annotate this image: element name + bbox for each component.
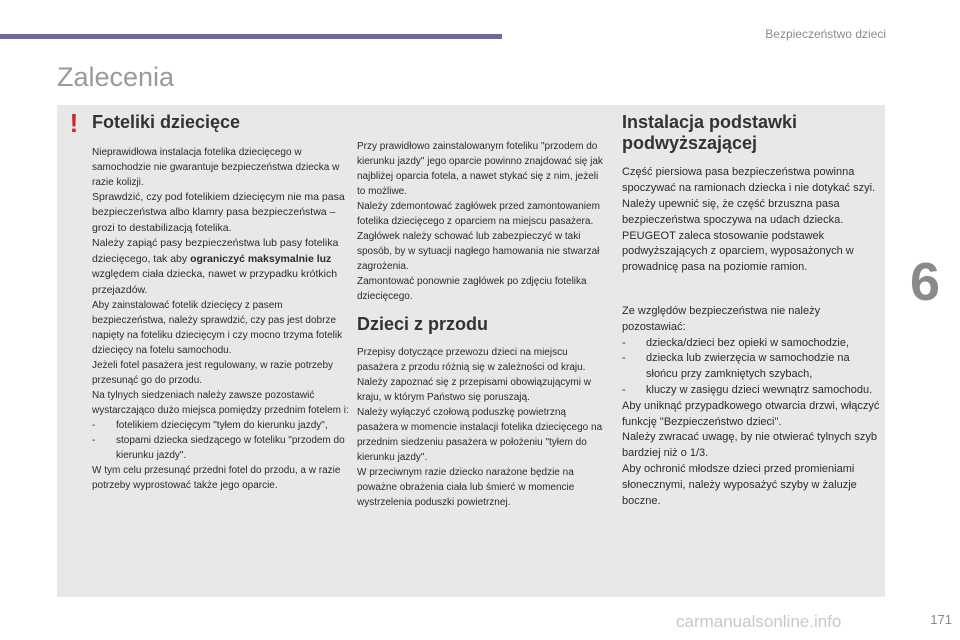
paragraph: Część piersiowa pasa bezpieczeństwa powinna spoczywać na ramionach dziecka i nie dotykać szyi. [622,166,876,195]
chapter-number: 6 [909,252,940,312]
paragraph: Zamontować ponownie zagłówek po zdjęciu fotelika dziecięcego. [357,276,587,302]
paragraph: PEUGEOT zaleca stosowanie podstawek podwyższających z oparciem, wyposażonych w prowadnicę pasa na poziomie ramion. [622,229,854,274]
list [622,336,882,399]
page-number: 171 [930,612,952,627]
paragraph: Aby uniknąć przypadkowego otwarcia drzwi, włączyć funkcję "Bezpieczeństwo dzieci". [622,399,880,428]
section-header: Bezpieczeństwo dzieci [765,27,886,41]
paragraph: Należy zdemontować zagłówek przed zamontowaniem fotelika dziecięcego z oparciem na miejscu pasażera. [357,201,600,227]
column-child-seats [92,112,350,493]
paragraph: Przy prawidłowo zainstalowanym foteliku "przodem do kierunku jazdy" jego oparcie powinno znajdować się jak najbliżej oparcia fotela, a nawet stykać się z nim, jeżeli to możliwe. [357,141,603,197]
warning-icon: ! [69,108,79,138]
list-item: - dziecka lub zwierzęcia w samochodzie na słońcu przy zamkniętych szybach, [622,351,882,383]
heading-child-seats: Foteliki dziecięce [92,112,241,132]
list-item: - dziecka/dzieci bez opieki w samochodzie, [622,336,882,352]
spacer [622,276,882,304]
heading-booster-seat: Instalacja podstawki podwyższającej [622,112,798,153]
list-item: - kluczy w zasięgu dzieci wewnątrz samochodu. [622,383,882,399]
heading-front-children: Dzieci z przodu [357,314,489,334]
top-accent-bar [0,34,502,39]
paragraph: Nieprawidłowa instalacja fotelika dziecięcego w samochodzie nie gwarantuje bezpieczeństwa dziecka w razie kolizji. [92,146,340,188]
paragraph: Należy wyłączyć czołową poduszkę powietrzną pasażera w momencie instalacji fotelika dziecięcego na przednim siedzeniu pasażera w położeniu "tyłem do kierunku jazdy". [357,406,603,463]
list-item: - stopami dziecka siedzącego w foteliku "przodem do kierunku jazdy". [92,433,350,463]
paragraph: Na tylnych siedzeniach należy zawsze pozostawić wystarczająco dużo miejsca pomiędzy przednim fotelem i: [92,390,349,417]
paragraph: Przepisy dotyczące przewozu dzieci na miejscu pasażera z przodu różnią się w zależności od kraju. Należy zapoznać się z przepisami obowiązującymi w kraju, w którym Państwo się poruszają. [357,346,591,403]
watermark: carmanualsonline.info [676,612,842,631]
page-title: Zalecenia [57,62,175,92]
column-front-children [357,139,609,510]
paragraph: Jeżeli fotel pasażera jest regulowany, w razie potrzeby przesunąć go do przodu. [92,360,334,387]
column-booster-seat [622,112,882,509]
paragraph: Należy zapiąć pasy bezpieczeństwa lub pasy fotelika dziecięcego, tak aby ograniczyć maksymalnie luz względem ciała dziecka, nawet w przypadku krótkich przejazdów. [92,237,339,296]
paragraph: Ze względów bezpieczeństwa nie należy pozostawiać: [622,304,821,333]
paragraph: Aby zainstalować fotelik dziecięcy z pasem bezpieczeństwa, należy sprawdzić, czy pas jest dobrze napięty na foteliku dziecięcym i czy mocno trzyma fotelik dziecięcy na fotelu samochodu. [92,300,343,357]
bold-text: ograniczyć maksymalnie luz [190,252,332,265]
paragraph: W tym celu przesunąć przedni fotel do przodu, a w razie potrzeby wyprostować także jego oparcie. [92,465,341,492]
paragraph: Zagłówek należy schować lub zabezpieczyć w taki sposób, by w sytuacji nagłego hamowania nie stwarzał zagrożenia. [357,231,600,272]
paragraph: W przeciwnym razie dziecko narażone będzie na poważne obrażenia ciała lub śmierć w momencie wystrzelenia poduszki powietrznej. [357,466,575,508]
paragraph: Sprawdzić, czy pod fotelikiem dziecięcym nie ma pasa bezpieczeństwa albo klamry pasa bezpieczeństwa – grozi to destabilizacją fotelika. [92,190,345,234]
paragraph: Należy upewnić się, że część brzuszna pasa bezpieczeństwa spoczywa na udach dziecka. [622,197,844,226]
paragraph: Aby ochronić młodsze dzieci przed promieniami słonecznymi, należy wyposażyć szyby w żaluzje boczne. [622,462,857,507]
list-item: - fotelikiem dziecięcym "tyłem do kierunku jazdy", [92,418,350,433]
list [92,418,350,463]
paragraph: Należy zwracać uwagę, by nie otwierać tylnych szyb bardziej niż o 1/3. [622,431,877,460]
